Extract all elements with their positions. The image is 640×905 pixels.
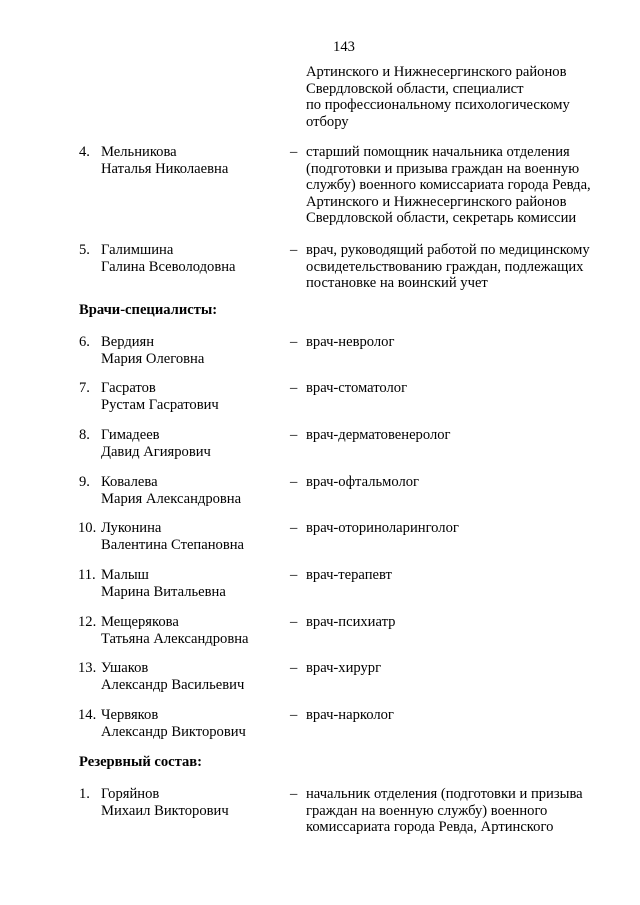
member-name (101, 474, 286, 507)
dash: – (290, 786, 298, 802)
member-position (306, 660, 619, 677)
continued-description (306, 64, 606, 130)
description-line: Свердловской области, специалист (306, 80, 524, 97)
surname: Галимшина (101, 242, 174, 258)
entry-number: 14. (78, 707, 97, 723)
dash: – (290, 707, 298, 723)
given-names: Наталья Николаевна (101, 160, 229, 177)
given-names: Галина Всеволодовна (101, 258, 236, 275)
position-line: граждан на военную службу) военного (306, 802, 548, 819)
member-position (306, 474, 619, 491)
dash: – (290, 380, 298, 396)
member-position (306, 567, 619, 584)
surname: Вердиян (101, 334, 155, 350)
section-heading-reserve: Резервный состав: (79, 754, 203, 770)
position-line: Свердловской области, секретарь комиссии (306, 210, 577, 226)
entry-number: 5. (79, 242, 90, 258)
surname: Горяйнов (101, 786, 160, 802)
dash: – (290, 567, 298, 583)
given-names: Александр Викторович (101, 723, 246, 740)
given-names: Татьяна Александровна (101, 630, 249, 647)
member-position (306, 707, 619, 724)
entry-number: 8. (79, 427, 90, 443)
given-names: Марина Витальевна (101, 583, 226, 600)
member-position (306, 520, 619, 537)
position-line: (подготовки и призыва граждан на военную (306, 160, 580, 177)
position-line: Артинского и Нижнесергинского районов (306, 193, 567, 210)
surname: Малыш (101, 567, 149, 583)
given-names: Рустам Гасратович (101, 396, 219, 413)
position-line: врач-офтальмолог (306, 474, 420, 490)
position-line: врач-невролог (306, 334, 395, 350)
given-names: Александр Васильевич (101, 676, 245, 693)
dash: – (290, 427, 298, 443)
given-names: Михаил Викторович (101, 802, 229, 819)
dash: – (290, 614, 298, 630)
description-line: отбору (306, 113, 349, 130)
member-name (101, 567, 286, 600)
page-number: 143 (333, 39, 355, 55)
position-line: врач-хирург (306, 660, 382, 676)
position-line: комиссариата города Ревда, Артинского (306, 819, 554, 835)
position-line: службу) военного комиссариата города Ревда, (306, 177, 591, 193)
member-name (101, 614, 286, 647)
entry-number: 7. (79, 380, 90, 396)
surname: Мельникова (101, 144, 177, 160)
entry-number: 1. (79, 786, 90, 802)
surname: Червяков (101, 707, 159, 723)
position-line: старший помощник начальника отделения (306, 144, 570, 160)
section-heading-doctors: Врачи-специалисты: (79, 302, 218, 318)
member-name (101, 380, 286, 413)
entry-number: 9. (79, 474, 90, 490)
given-names: Валентина Степановна (101, 536, 245, 553)
dash: – (290, 242, 298, 258)
entry-number: 12. (78, 614, 97, 630)
member-position (306, 786, 619, 836)
member-position (306, 334, 619, 351)
surname: Ушаков (101, 660, 149, 676)
dash: – (290, 660, 298, 676)
position-line: постановке на воинский учет (306, 275, 488, 291)
dash: – (290, 474, 298, 490)
surname: Гимадеев (101, 427, 160, 443)
given-names: Мария Александровна (101, 490, 242, 507)
given-names: Мария Олеговна (101, 350, 205, 367)
member-name (101, 660, 286, 693)
member-name (101, 707, 286, 740)
member-position (306, 380, 619, 397)
member-name (101, 144, 286, 177)
position-line: врач-стоматолог (306, 380, 408, 396)
member-position (306, 427, 619, 444)
surname: Гасратов (101, 380, 156, 396)
description-line: Артинского и Нижнесергинского районов (306, 64, 567, 80)
member-position (306, 614, 619, 631)
entry-number: 4. (79, 144, 90, 160)
dash: – (290, 144, 298, 160)
surname: Мещерякова (101, 614, 179, 630)
member-name (101, 334, 286, 367)
position-line: врач-терапевт (306, 567, 392, 583)
member-name (101, 427, 286, 460)
position-line: врач-дерматовенеролог (306, 427, 451, 443)
position-line: врач-оториноларинголог (306, 520, 459, 536)
entry-number: 10. (78, 520, 97, 536)
surname: Ковалева (101, 474, 158, 490)
dash: – (290, 520, 298, 536)
position-line: врач, руководящий работой по медицинскому (306, 242, 590, 258)
entry-number: 11. (78, 567, 96, 583)
given-names: Давид Агиярович (101, 443, 211, 460)
description-line: по профессиональному психологическому (306, 97, 570, 113)
surname: Луконина (101, 520, 162, 536)
member-name (101, 520, 286, 553)
entry-number: 6. (79, 334, 90, 350)
entry-number: 13. (78, 660, 97, 676)
position-line: начальник отделения (подготовки и призыва (306, 786, 583, 802)
member-name (101, 242, 286, 275)
position-line: врач-психиатр (306, 614, 396, 630)
position-line: врач-нарколог (306, 707, 394, 723)
member-position (306, 242, 619, 292)
member-position (306, 144, 619, 227)
dash: – (290, 334, 298, 350)
position-line: освидетельствованию граждан, подлежащих (306, 258, 584, 275)
member-name (101, 786, 286, 819)
